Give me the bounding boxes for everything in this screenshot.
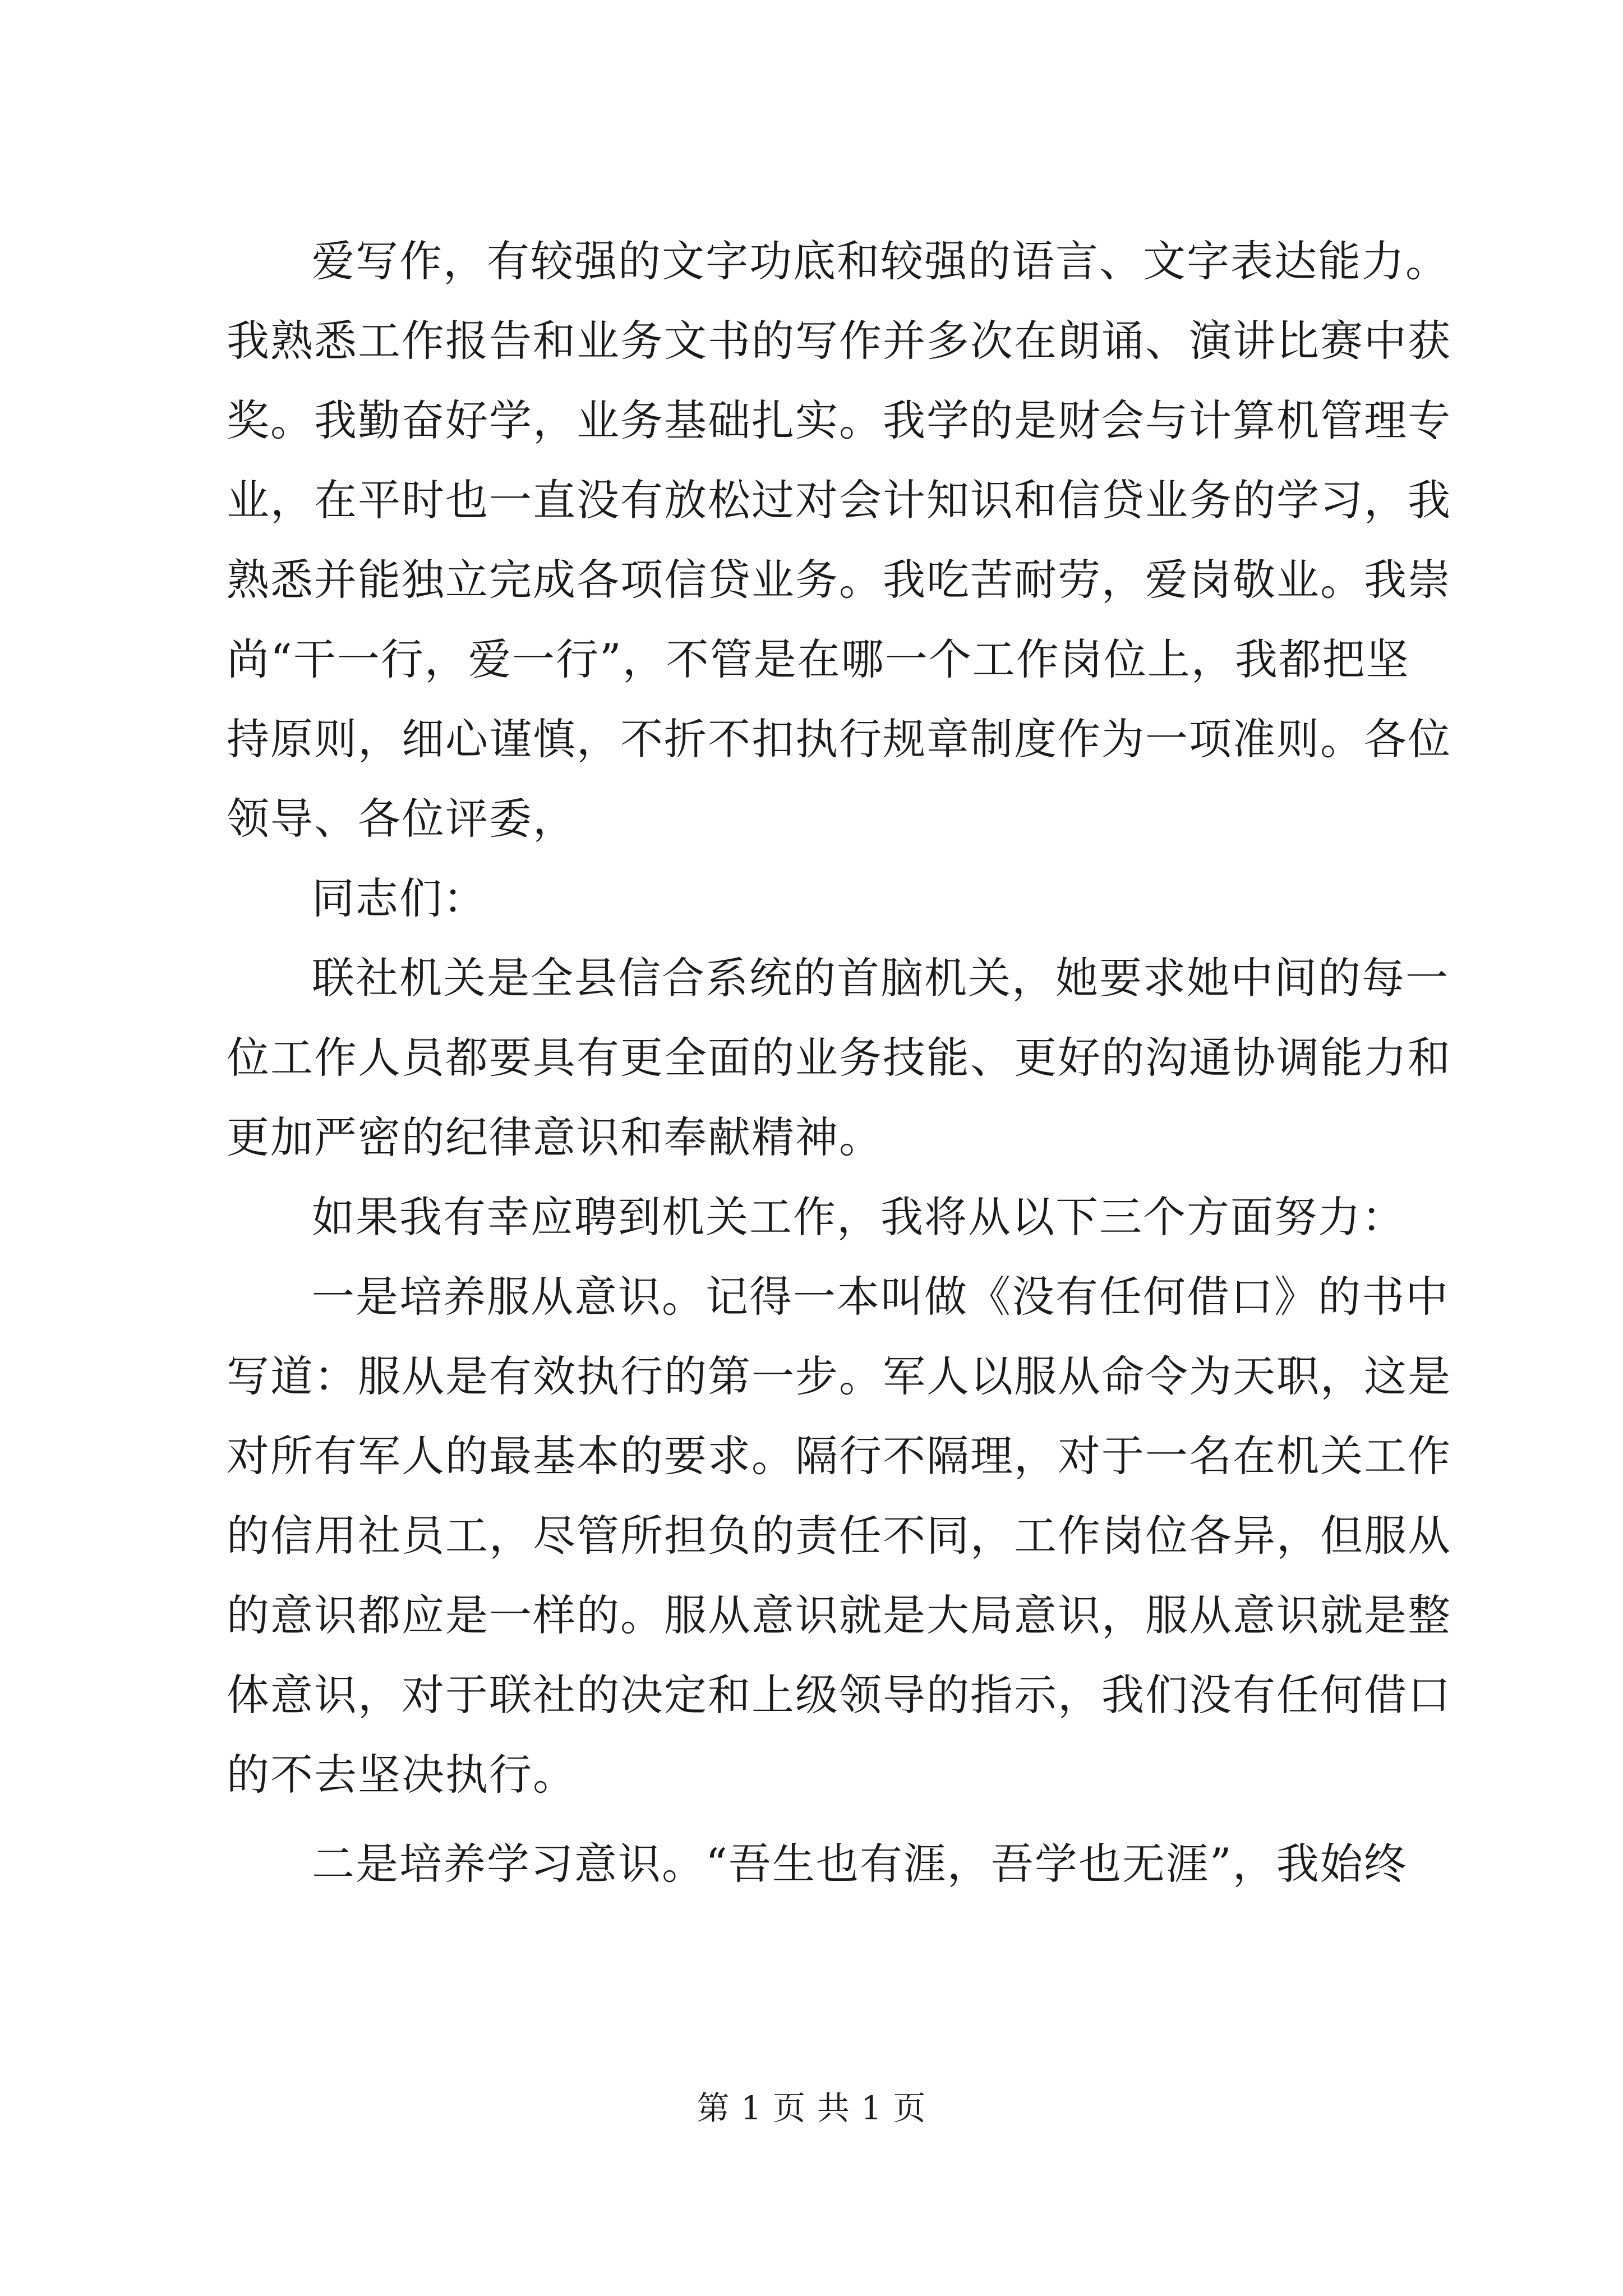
text-line: 的不去坚决执行。 [227, 1750, 577, 1800]
text-line: 写道：服从是有效执行的第一步。军人以服从命令为天职，这是 [227, 1351, 1451, 1401]
text-line: 对所有军人的最基本的要求。隔行不隔理，对于一名在机关工作 [227, 1431, 1451, 1481]
text-line: 业，在平时也一直没有放松过对会计知识和信贷业务的学习，我 [227, 475, 1451, 525]
text-line: 的意识都应是一样的。服从意识就是大局意识，服从意识就是整 [227, 1590, 1451, 1640]
text-line: 体意识，对于联社的决定和上级领导的指示，我们没有任何借口 [227, 1670, 1451, 1720]
text-line: 一是培养服从意识。记得一本叫做《没有任何借口》的书中 [312, 1272, 1449, 1322]
page-number-footer: 第 1 页 共 1 页 [697, 2089, 926, 2127]
text-line: 奖。我勤奋好学，业务基础扎实。我学的是财会与计算机管理专 [227, 395, 1451, 445]
text-line: 持原则，细心谨慎，不折不扣执行规章制度作为一项准则。各位 [227, 714, 1451, 764]
text-line: 位工作人员都要具有更全面的业务技能、更好的沟通协调能力和 [227, 1033, 1451, 1083]
text-line: 更加严密的纪律意识和奉献精神。 [227, 1112, 883, 1162]
text-line: 爱写作，有较强的文字功底和较强的语言、文字表达能力。 [312, 236, 1449, 286]
text-line: 联社机关是全县信合系统的首脑机关，她要求她中间的每一 [312, 953, 1449, 1003]
text-line: 我熟悉工作报告和业务文书的写作并多次在朗诵、演讲比赛中获 [227, 316, 1451, 366]
text-line: 熟悉并能独立完成各项信贷业务。我吃苦耐劳，爱岗敬业。我崇 [227, 555, 1451, 605]
text-line: 同志们： [312, 873, 487, 923]
text-line: 尚“干一行，爱一行”，不管是在哪一个工作岗位上，我都把坚 [227, 634, 1410, 684]
text-line: 二是培养学习意识。“吾生也有涯，吾学也无涯”，我始终 [312, 1839, 1408, 1889]
text-line: 领导、各位评委， [227, 794, 577, 844]
text-line: 如果我有幸应聘到机关工作，我将从以下三个方面努力： [312, 1192, 1405, 1242]
text-line: 的信用社员工，尽管所担负的责任不同，工作岗位各异，但服从 [227, 1511, 1451, 1561]
